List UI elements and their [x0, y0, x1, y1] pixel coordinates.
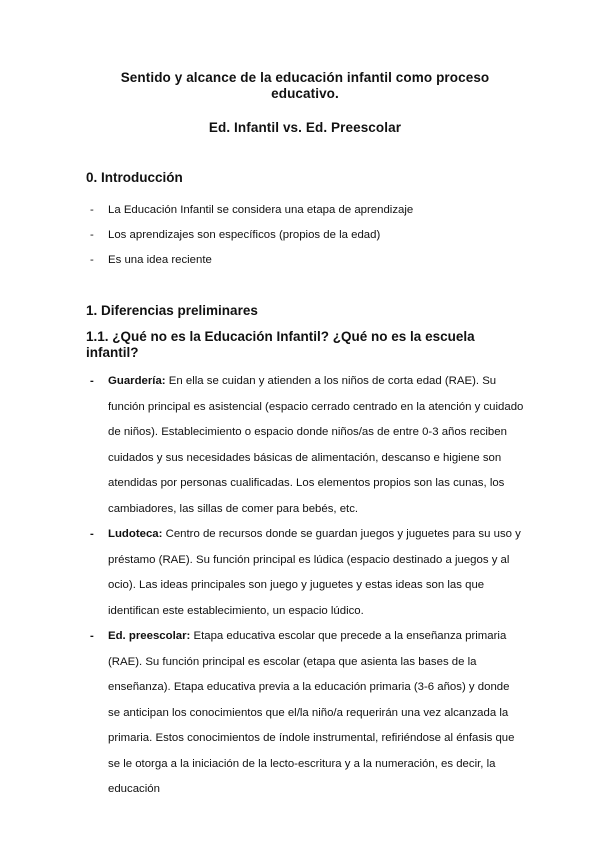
list-item: - Los aprendizajes son específicos (propios de la edad)	[86, 223, 524, 248]
section-heading-intro: 0. Introducción	[86, 170, 183, 185]
subsection-heading: 1.1. ¿Qué no es la Educación Infantil? ¿Qué no es la escuela infantil?	[86, 329, 475, 360]
definition-text: Centro de recursos donde se guardan juegos y juguetes para su uso y préstamo (RAE). Su función principal es lúdica (espacio destinado a juegos y al ocio). Las ideas principales son juego y juguetes y estas ideas son las que identifican este establecimiento, un espacio lúdico.	[108, 528, 521, 617]
document-title: Sentido y alcance de la educación infantil como proceso educativo.	[120, 70, 490, 101]
definition-item-ludoteca	[86, 522, 524, 624]
definitions-list	[86, 369, 524, 803]
definition-item-guarderia	[86, 369, 524, 522]
list-item: - La Educación Infantil se considera una etapa de aprendizaje	[86, 198, 524, 223]
definition-term: Ludoteca:	[108, 528, 163, 540]
intro-list	[86, 198, 524, 273]
definition-text: Etapa educativa escolar que precede a la enseñanza primaria (RAE). Su función principal es escolar (etapa que asienta las bases de la enseñanza). Etapa educativa previa a la educación primaria (3-6 años) y donde se anticipan los conocimientos que el/la niño/a requerirán una vez alcanzada la primaria. Estos conocimientos de índole instrumental, refiriéndose al énfasis que se le otorga a la iniciación de la lecto-escritura y a la numeración, es decir, la educación	[108, 630, 515, 795]
section-heading-differences: 1. Diferencias preliminares	[86, 303, 258, 318]
definition-text: En ella se cuidan y atienden a los niños de corta edad (RAE). Su función principal es asistencial (espacio cerrado centrado en la atención y cuidado de niños). Establecimiento o espacio donde niños/as de entre 0-3 años reciben cuidados y sus necesidades básicas de alimentación, descanso e higiene son atendidas por personas cualificadas. Los elementos propios son las cunas, los cambiadores, las sillas de comer para bebés, etc.	[108, 375, 524, 515]
definition-term: Ed. preescolar:	[108, 630, 191, 642]
document-subtitle: Ed. Infantil vs. Ed. Preescolar	[208, 120, 402, 135]
definition-term: Guardería:	[108, 375, 166, 387]
definition-item-preescolar	[86, 624, 524, 803]
list-item: - Es una idea reciente	[86, 248, 524, 273]
